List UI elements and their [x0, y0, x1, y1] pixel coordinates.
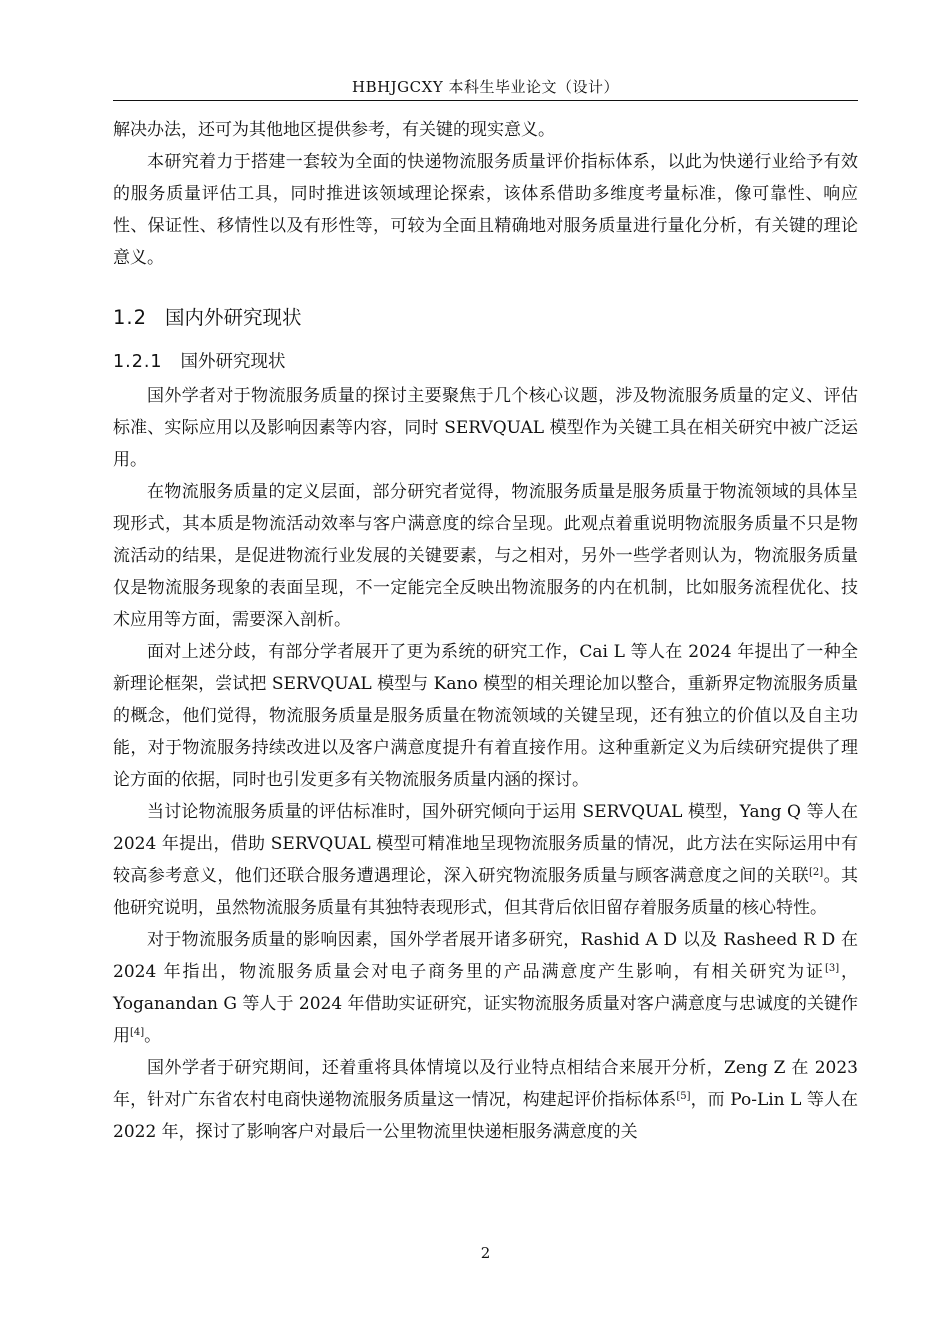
paragraph-5-text-c: 。	[144, 1026, 162, 1046]
subsection-number: 1.2.1	[113, 352, 163, 372]
paragraph-4-text-b: 。其他研究说明，虽然物流服务质量有其独特表现形式，但其背后依旧留存着服务质量的核心特性。	[113, 866, 859, 918]
section-heading	[113, 298, 858, 338]
paragraph-6	[113, 1052, 858, 1148]
paragraph-5	[113, 924, 858, 1052]
paragraph-6-text-a: 国外学者于研究期间，还着重将具体情境以及行业特点相结合来展开分析，Zeng Z 在 2023 年，针对广东省农村电商快递物流服务质量这一情况，构建起评价指标体系	[113, 1058, 858, 1110]
paragraph-1: 国外学者对于物流服务质量的探讨主要聚焦于几个核心议题，涉及物流服务质量的定义、评估标准、实际应用以及影响因素等内容，同时 SERVQUAL 模型作为关键工具在相关研究中被广泛运用。	[113, 386, 858, 470]
subsection-heading	[113, 344, 858, 380]
paragraph-2: 在物流服务质量的定义层面，部分研究者觉得，物流服务质量是服务质量于物流领域的具体呈现形式，其本质是物流活动效率与客户满意度的综合呈现。此观点着重说明物流服务质量不只是物流活动的结果，是促进物流行业发展的关键要素，与之相对，另外一些学者则认为，物流服务质量仅是物流服务现象的表面呈现，不一定能完全反映出物流服务的内在机制，比如服务流程优化、技术应用等方面，需要深入剖析。	[113, 482, 858, 630]
subsection-title: 国外研究现状	[180, 352, 286, 372]
page-content	[113, 114, 858, 1148]
paragraph-6-text-b: ，而 Po-Lin L 等人在 2022 年，探讨了影响客户对最后一公里物流里快递柜服务满意度的关	[113, 1090, 859, 1142]
citation-ref: [5]	[676, 1091, 691, 1102]
paragraph-continuation: 解决办法，还可为其他地区提供参考，有关键的现实意义。	[113, 120, 555, 140]
section-number: 1.2	[113, 306, 148, 329]
citation-ref: [3]	[824, 963, 840, 974]
citation-ref: [4]	[130, 1027, 145, 1038]
paragraph-significance: 本研究着力于搭建一套较为全面的快递物流服务质量评价指标体系，以此为快递行业给予有效的服务质量评估工具，同时推进该领域理论探索，该体系借助多维度考量标准，像可靠性、响应性、保证性、移情性以及有形性等，可较为全面且精确地对服务质量进行量化分析，有关键的理论意义。	[113, 152, 858, 268]
page-number: 2	[480, 1244, 491, 1262]
citation-ref: [2]	[809, 867, 824, 878]
paragraph-5-text-a: 对于物流服务质量的影响因素，国外学者展开诸多研究，Rashid A D 以及 Rasheed R D 在 2024 年指出，物流服务质量会对电子商务里的产品满意度产生影响，有相关研究为证	[113, 930, 858, 982]
running-header: HBHJGCXY 本科生毕业论文（设计）	[351, 78, 619, 96]
paragraph-4	[113, 796, 858, 924]
paragraph-4-text-a: 当讨论物流服务质量的评估标准时，国外研究倾向于运用 SERVQUAL 模型，Yang Q 等人在 2024 年提出，借助 SERVQUAL 模型可精准地呈现物流服务质量的情况，此方法在实际运用中有较高参考意义，他们还联合服务遭遇理论，深入研究物流服务质量与顾客满意度之间的关联	[113, 802, 858, 886]
paragraph-5-text-b: ，Yoganandan G 等人于 2024 年借助实证研究，证实物流服务质量对客户满意度与忠诚度的关键作用	[113, 962, 859, 1046]
section-title: 国内外研究现状	[165, 306, 302, 329]
spacer	[113, 274, 858, 298]
header-rule	[113, 100, 858, 101]
paragraph-3: 面对上述分歧，有部分学者展开了更为系统的研究工作，Cai L 等人在 2024 年提出了一种全新理论框架，尝试把 SERVQUAL 模型与 Kano 模型的相关理论加以整合，重新界定物流服务质量的概念，他们觉得，物流服务质量是服务质量在物流领域的关键呈现，还有独立的价值以及自主功能，对于物流服务持续改进以及客户满意度提升有着直接作用。这种重新定义为后续研究提供了理论方面的依据，同时也引发更多有关物流服务质量内涵的探讨。	[113, 642, 858, 790]
